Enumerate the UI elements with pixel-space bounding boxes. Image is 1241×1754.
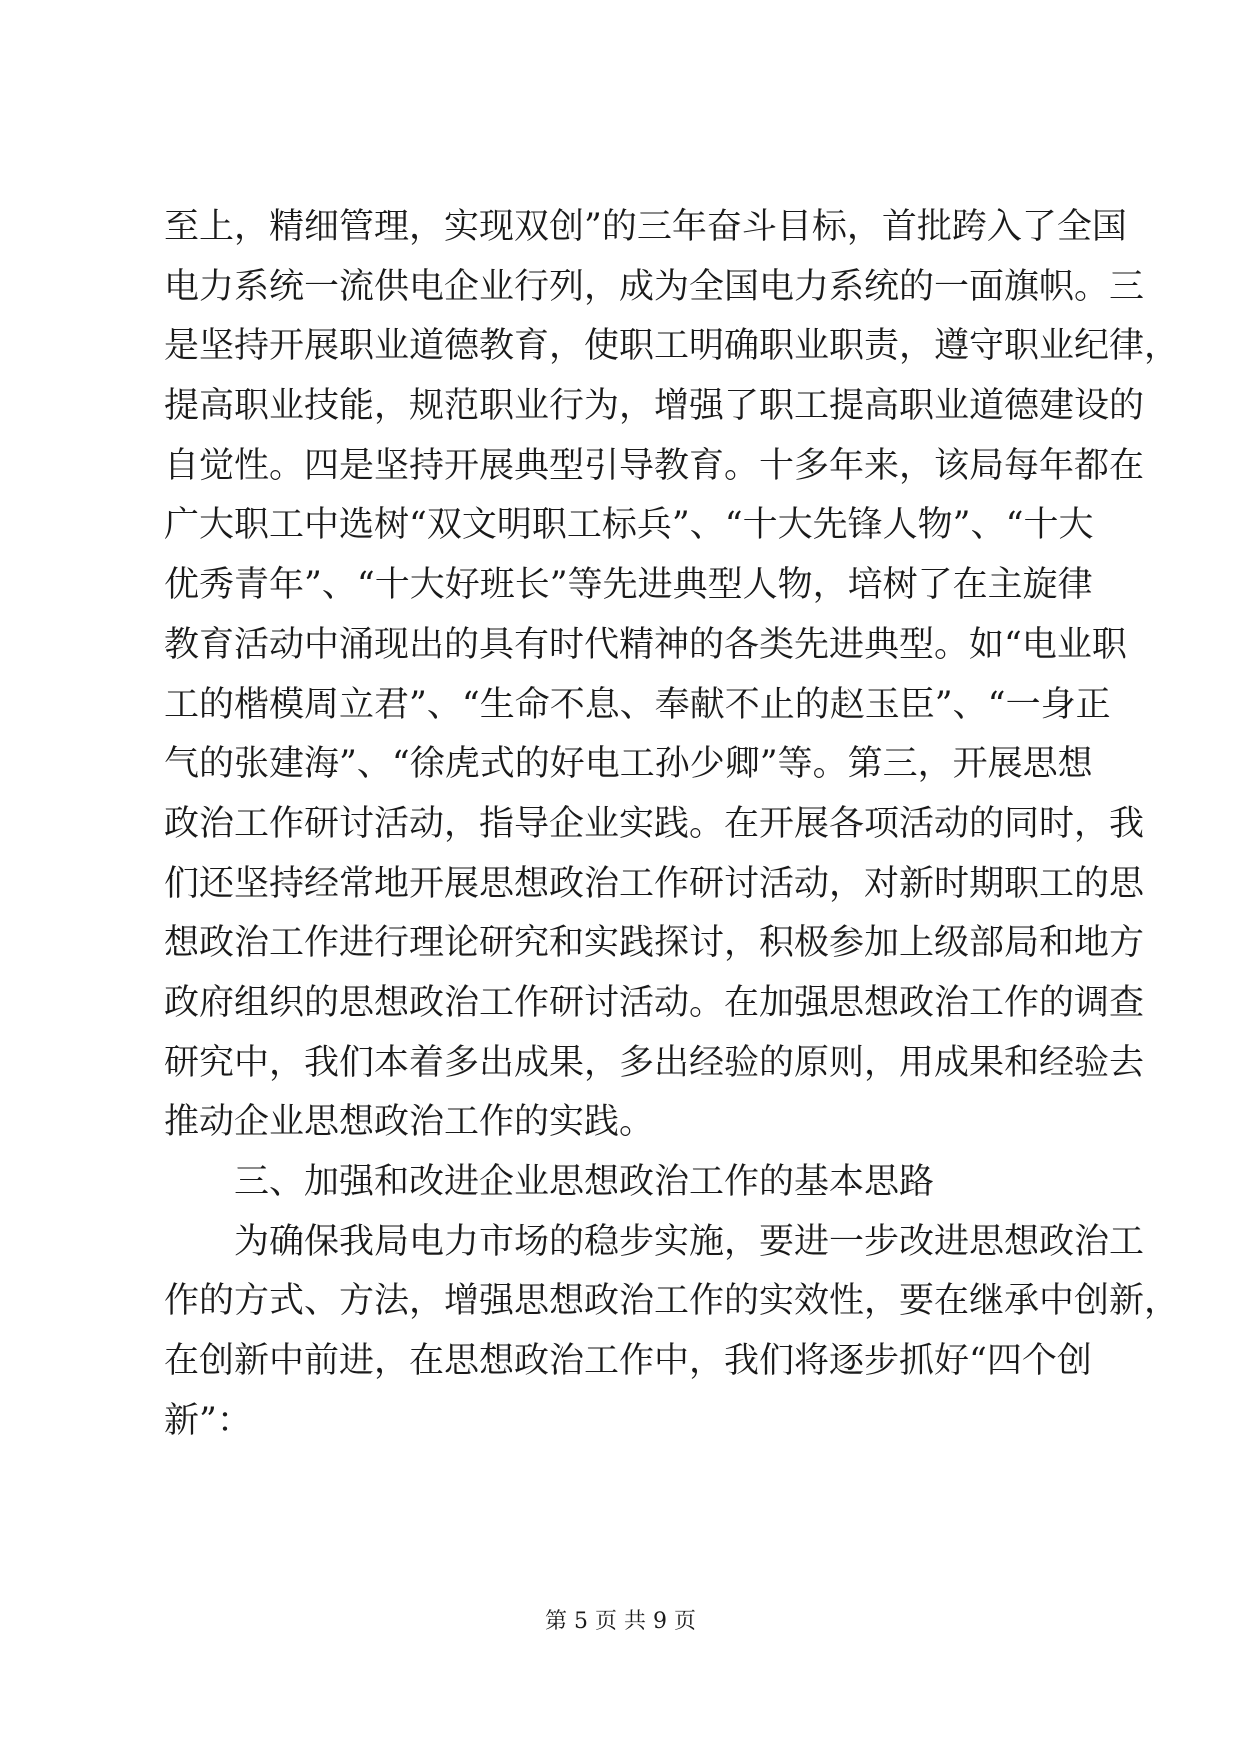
- text-line: 提高职业技能，规范职业行为，增强了职工提高职业道德建设的: [164, 386, 1145, 427]
- text-line: 政府组织的思想政治工作研讨活动。在加强思想政治工作的调查: [164, 982, 1145, 1023]
- text-line: 新”：: [164, 1400, 252, 1441]
- document-body: [164, 198, 1180, 1451]
- text-line: 工的楷模周立君”、“生命不息、奉献不止的赵玉臣”、“一身正: [164, 684, 1111, 725]
- text-line: 政治工作研讨活动，指导企业实践。在开展各项活动的同时，我: [164, 803, 1145, 844]
- text-line: 在创新中前进，在思想政治工作中，我们将逐步抓好“四个创: [164, 1341, 1092, 1382]
- text-line: 推动企业思想政治工作的实践。: [164, 1102, 655, 1143]
- text-line: 教育活动中涌现出的具有时代精神的各类先进典型。如“电业职: [164, 624, 1127, 665]
- text-line: 气的张建海”、“徐虎式的好电工孙少卿”等。第三，开展思想: [164, 744, 1093, 785]
- text-line: 想政治工作进行理论研究和实践探讨，积极参加上级部局和地方: [164, 923, 1145, 964]
- text-line: 是坚持开展职业道德教育，使职工明确职业职责，遵守职业纪律，: [164, 326, 1180, 367]
- text-line: 电力系统一流供电企业行列，成为全国电力系统的一面旗帜。三: [164, 266, 1145, 307]
- text-line: 作的方式、方法，增强思想政治工作的实效性，要在继承中创新，: [164, 1281, 1180, 1322]
- text-line: 自觉性。四是坚持开展典型引导教育。十多年来，该局每年都在: [164, 445, 1145, 486]
- text-line: 研究中，我们本着多出成果，多出经验的原则，用成果和经验去: [164, 1042, 1145, 1083]
- text-line: 为确保我局电力市场的稳步实施，要进一步改进思想政治工: [234, 1221, 1145, 1262]
- text-line: 广大职工中选树“双文明职工标兵”、“十大先锋人物”、“十大: [164, 505, 1094, 546]
- page-number-footer: 第 5 页 共 9 页: [545, 1609, 696, 1634]
- text-line: 至上，精细管理，实现双创”的三年奋斗目标，首批跨入了全国: [164, 207, 1127, 247]
- section-heading: 三、加强和改进企业思想政治工作的基本思路: [234, 1162, 935, 1202]
- text-line: 们还坚持经常地开展思想政治工作研讨活动，对新时期职工的思: [164, 863, 1145, 904]
- text-line: 优秀青年”、“十大好班长”等先进典型人物，培树了在主旋律: [164, 565, 1093, 606]
